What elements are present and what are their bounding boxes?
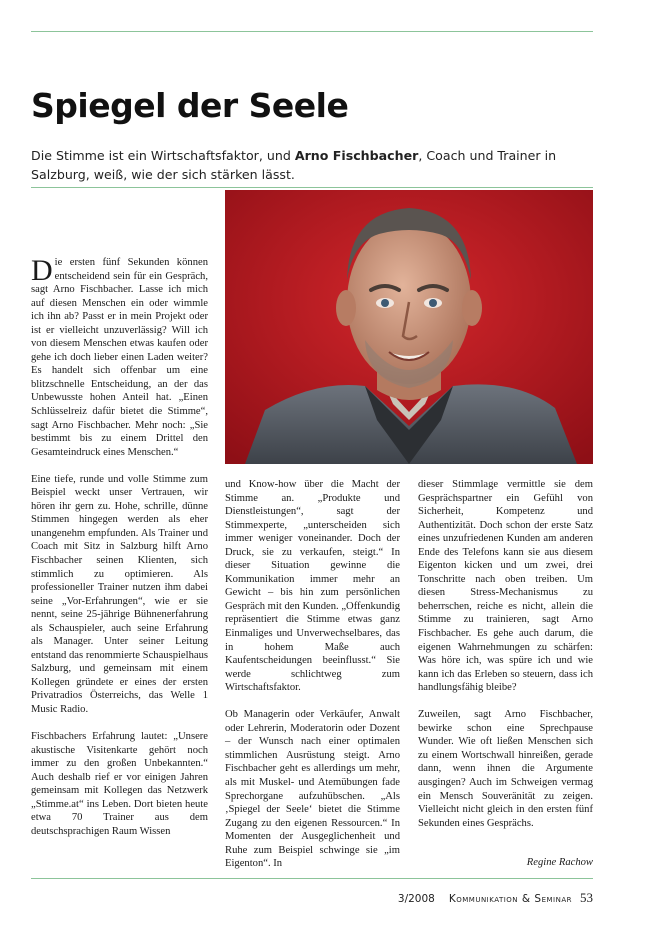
magazine-name: Kommunikation & Seminar	[448, 893, 572, 905]
column-3	[418, 478, 593, 830]
column-2	[225, 478, 400, 871]
article-lead	[31, 146, 591, 184]
paragraph-4: und Know-how über die Macht der Stimme an. „Produkte und Dienstleistungen“, sagt der Stimmexperte, „unterscheiden sich immer weniger voneinander. Doch der Druck, sie zu verkaufen, steigt.“ In dieser Situation gewinne die Kommunikation immer mehr an Gewicht – bis hin zum persönlichen Gespräch mit den Kunden. „Offenkundig repräsentiert die Stimme etwas ganz Einmaliges und Unverwechselbares, das in hohem Maße auch Kaufentscheidungen beeinflusst.“ Sie werde schlichtweg zum Wirtschaftsfaktor.	[225, 479, 400, 694]
drop-cap: D	[31, 254, 53, 287]
issue-number: 3/2008	[397, 893, 435, 905]
author-byline: Regine Rachow	[526, 857, 593, 868]
bottom-rule	[31, 878, 593, 879]
paragraph-7: Zuweilen, sagt Arno Fischbacher, bewirke schon eine Sprechpause Wunder. Wie oft ließen Menschen sich zu einem Wortschwall hinreißen, gerade dann, wenn ihnen die Argumente ausgingen? Auch im Schweigen vermag ein Mensch Souveränität zu zeigen. Vielleicht nicht gleich in den ersten fünf Sekunden eines Gesprächs.	[418, 709, 593, 829]
paragraph-3: Fischbachers Erfahrung lautet: „Unsere akustische Visitenkarte gehört noch immer zu den großen Unbekannten.“ Auch deshalb rief er vor einigen Jahren gemeinsam mit Kollegen das Netzwerk „Stimme.at“ ins Leben. Dort bieten heute etwa 70 Trainer aus dem deutschsprachigen Raum Wissen	[31, 731, 208, 837]
paragraph-1	[31, 256, 208, 459]
top-rule	[31, 31, 593, 32]
lead-text-start: Die Stimme ist ein Wirtschaftsfaktor, und	[31, 148, 295, 163]
paragraph-5: Ob Managerin oder Verkäufer, Anwalt oder Lehrerin, Moderatorin oder Dozent – der Wunsch nach einer optimalen stimmlichen Ausrüstung steigt. Arno Fischbacher geht es allerdings um mehr, als mit Muskel- und Atemübungen fade Sprechorgane aufzuhübschen. „Als ‚Spiegel der Seele‘ bietet die Stimme Zugang zu den eigenen Ressourcen.“ In Momenten der Ausgeglichenheit und Ruhe zum Beispiel schwinge sie „im Eigenton“. In	[225, 709, 400, 870]
portrait-illustration	[225, 190, 593, 464]
paragraph-1-text: ie ersten fünf Sekunden können entscheidend sein für ein Gespräch, sagt Arno Fischbacher. Lasse ich mich auf diesen Menschen ein oder wimmle ich ihn ab? Passt er in mein Projekt oder ist er vielleicht unzuverlässig? Will ich von diesem Menschen etwas kaufen oder gehe ich doch lieber einen Laden weiter? Es handelt sich offenbar um eine blitzschnelle Entscheidung, an der das Unbewusste hohen Anteil hat. „Einen Schlüsselreiz dafür bietet die Stimme“, sagt Arno Fischbacher. Mehr noch: „Sie bestimmt bis zu einem Drittel den Gesamteindruck eines Menschen.“	[31, 257, 208, 458]
page-number: 53	[580, 890, 593, 905]
article-title: Spiegel der Seele	[31, 86, 349, 125]
portrait-photo	[225, 190, 593, 464]
lead-person-name: Arno Fischbacher	[294, 148, 419, 163]
lead-text-end: , Coach und Trainer in Salzburg, weiß, wie der sich stärken lässt.	[31, 148, 557, 182]
column-1	[31, 256, 208, 838]
page-footer	[360, 890, 593, 906]
paragraph-6: dieser Stimmlage vermittle sie dem Gesprächspartner ein Gefühl von Sicherheit, Kompetenz und Authentizität. Doch schon der erste Satz eines unzufriedenen Kunden am anderen Ende des Telefons kann sie aus diesem Eigenton kicken und um zwei, drei Tonschritte nach oben treiben. Um diesen Stress-Mechanismus zu beherrschen, reiche es nicht, allein die Stimme zu trainieren, sagt Arno Fischbacher. Es gehe auch darum, die eigenen Wahrnehmungen zu schärfen: Was höre ich, was spüre ich und wie kann ich das Erleben so steuern, dass ich handlungsfähig bleibe?	[418, 479, 593, 694]
lead-rule	[31, 187, 593, 188]
paragraph-2: Eine tiefe, runde und volle Stimme zum Beispiel weckt unser Vertrauen, wir hören ihr gern zu. Hohe, schrille, dünne Stimmen hingegen werden als eher unangenehm empfunden. Als Trainer und Coach mit Sitz in Salzburg hilft Arno Fischbacher seinen Klienten, sich stimmlich zu optimieren. Als professioneller Trainer nutzen ihm dabei seine „Vor-Erfahrungen“, wie er sie nennt, seine 25-jährige Bühnenerfahrung als Schauspieler, auch seine Erfahrung als Manager. Unter seiner Leitung entstand das renommierte Schauspielhaus Salzburg, und gemeinsam mit einem Kollegen gründete er eines der ersten Privatradios Österreichs, das Welle 1 Music Radio.	[31, 473, 208, 715]
